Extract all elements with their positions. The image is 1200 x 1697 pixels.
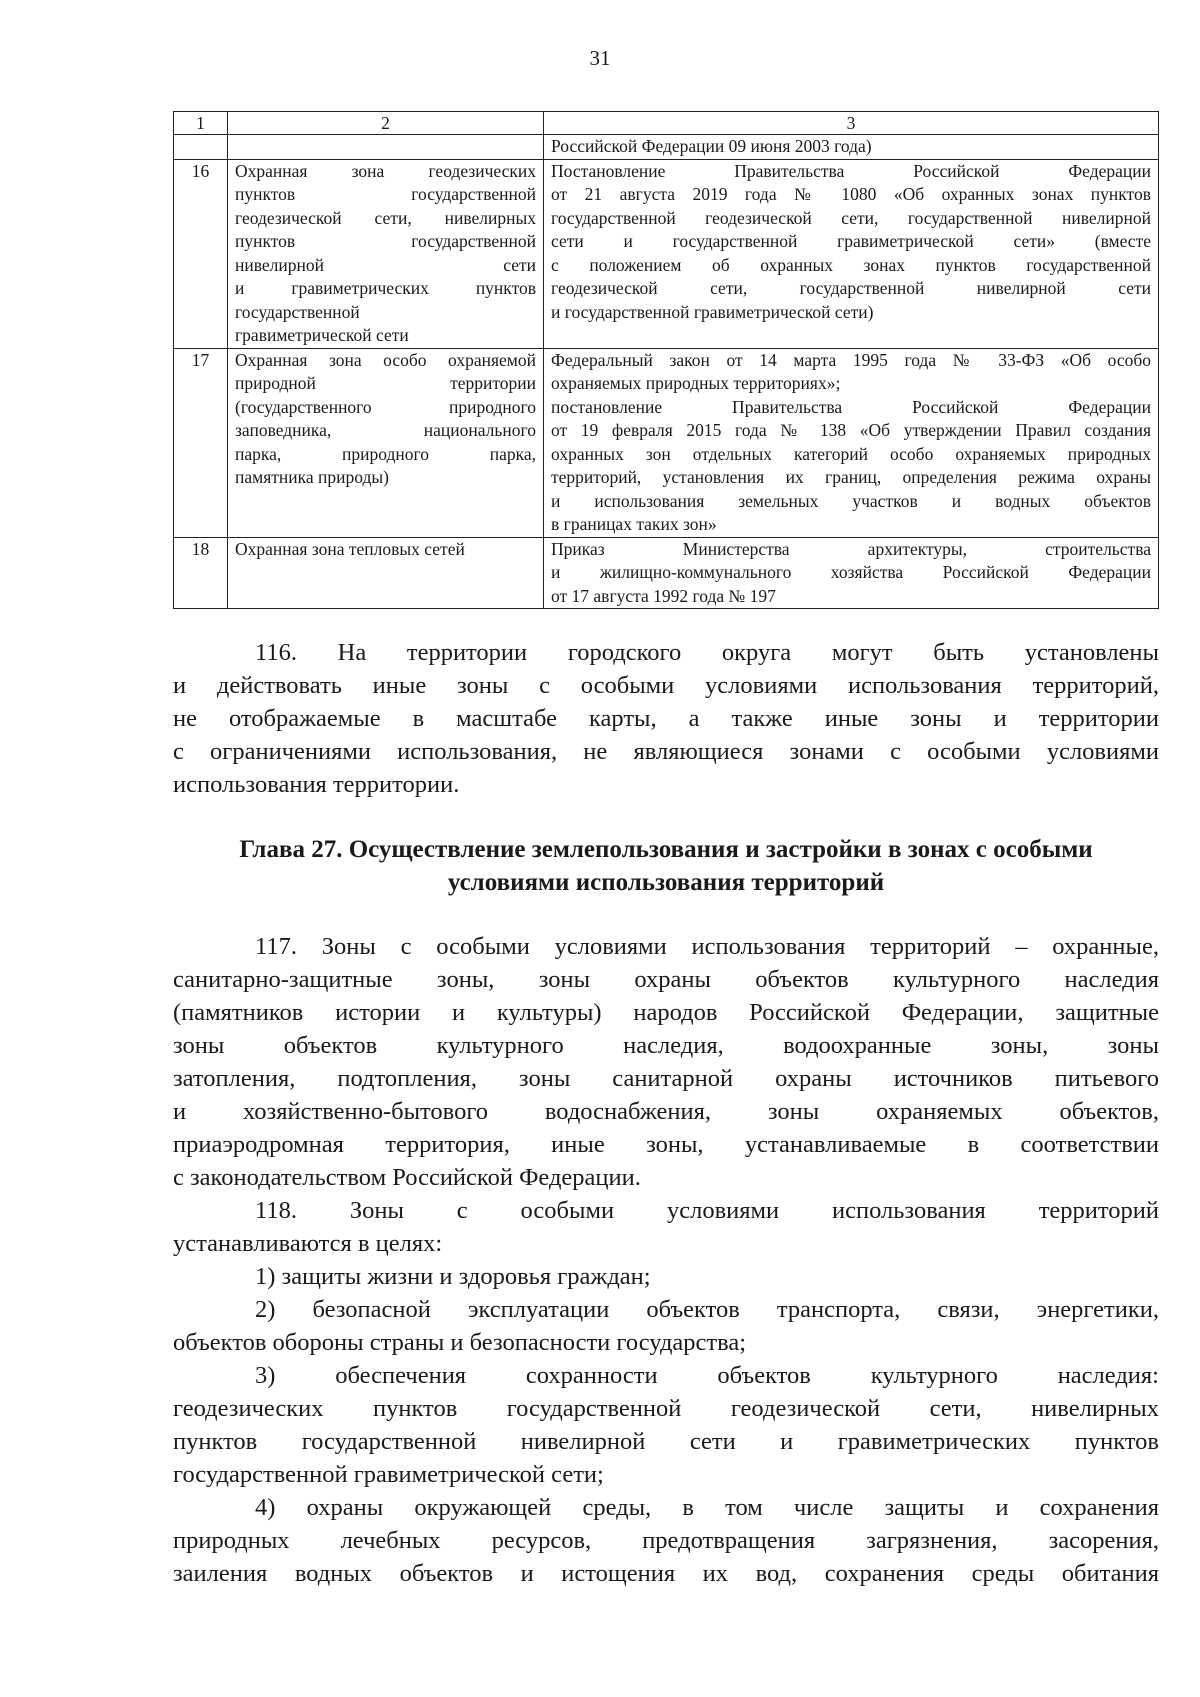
list-item-3: 3) обеспечения сохранности объектов культурного наследия: геодезических пунктов государственной геодезической сети, нивелирных пунктов государственной нивелирной сети и гравиметрических пунктов государственной гравиметрической сети; [173,1362,1159,1488]
zone-name-cell: Охранная зона геодезических пунктов государственной геодезической сети, нивелирных пунктов государственной нивелирной сети и гравиметрических пунктов государственной гравиметрической сети [228,159,544,348]
legal-document-cell: Постановление Правительства Российской Федерации от 21 августа 2019 года № 1080 «Об охранных зонах пунктов государственной геодезической сети, государственной нивелирной сети и государственной гравиметрической сети» (вместе с положением об охранных зонах пунктов государственной геодезической сети, государственной нивелирной сети и государственной гравиметрической сети) [544,159,1159,348]
row-number: 16 [174,159,228,348]
paragraph-116: 116. На территории городского округа могут быть установлены и действовать иные зоны с особыми условиями использования территорий, не отображаемые в масштабе карты, а также иные зоны и территории с ограничениями использования, не являющиеся зонами с особыми условиями использования территории. [173,639,1159,798]
header-col-2: 2 [228,112,544,135]
legal-document-cell: Федеральный закон от 14 марта 1995 года № 33-ФЗ «Об особо охраняемых природных территориях»; постановление Правительства Российской Федерации от 19 февраля 2015 года № 138 «Об утверждении Правил создания охранных зон отдельных категорий особо охраняемых природных территорий, установления их границ, определения режима охраны и использования земельных участков и водных объектов в границах таких зон» [544,348,1159,537]
page-number: 31 [589,46,611,70]
row-number: 18 [174,537,228,609]
zones-table [173,111,1159,609]
zone-name-cell: Охранная зона особо охраняемой природной территории (государственного природного заповедника, национального парка, природного парка, памятника природы) [228,348,544,537]
list-item-2: 2) безопасной эксплуатации объектов транспорта, связи, энергетики, объектов обороны страны и безопасности государства; [173,1296,1159,1356]
table-row-continued [174,135,1159,160]
legal-document-cell: Приказ Министерства архитектуры, строительства и жилищно-коммунального хозяйства Российской Федерации от 17 августа 1992 года № 197 [544,537,1159,609]
paragraph-118: 118. Зоны с особыми условиями использования территорий устанавливаются в целях: [173,1197,1159,1257]
table-header-row [174,112,1159,135]
table-row [174,159,1159,348]
list-item-4: 4) охраны окружающей среды, в том числе защиты и сохранения природных лечебных ресурсов, предотвращения загрязнения, засорения, заиления водных объектов и истощения их вод, сохранения среды обитания [173,1494,1159,1587]
header-col-3: 3 [544,112,1159,135]
table-row [174,537,1159,609]
header-col-1: 1 [174,112,228,135]
continued-cell: Российской Федерации 09 июня 2003 года) [544,135,1159,160]
zone-name-cell: Охранная зона тепловых сетей [228,537,544,609]
list-item-1: 1) защиты жизни и здоровья граждан; [255,1263,651,1290]
row-number: 17 [174,348,228,537]
table-row [174,348,1159,537]
paragraph-117: 117. Зоны с особыми условиями использования территорий – охранные, санитарно-защитные зоны, зоны охраны объектов культурного наследия (памятников истории и культуры) народов Российской Федерации, защитные зоны объектов культурного наследия, водоохранные зоны, зоны затопления, подтопления, зоны санитарной охраны источников питьевого и хозяйственно-бытового водоснабжения, зоны охраняемых объектов, приаэродромная территория, иные зоны, устанавливаемые в соответствии с законодательством Российской Федерации. [173,933,1159,1191]
chapter-heading: Глава 27. Осуществление землепользования и застройки в зонах с особыми условиями использования территорий [239,836,1093,896]
